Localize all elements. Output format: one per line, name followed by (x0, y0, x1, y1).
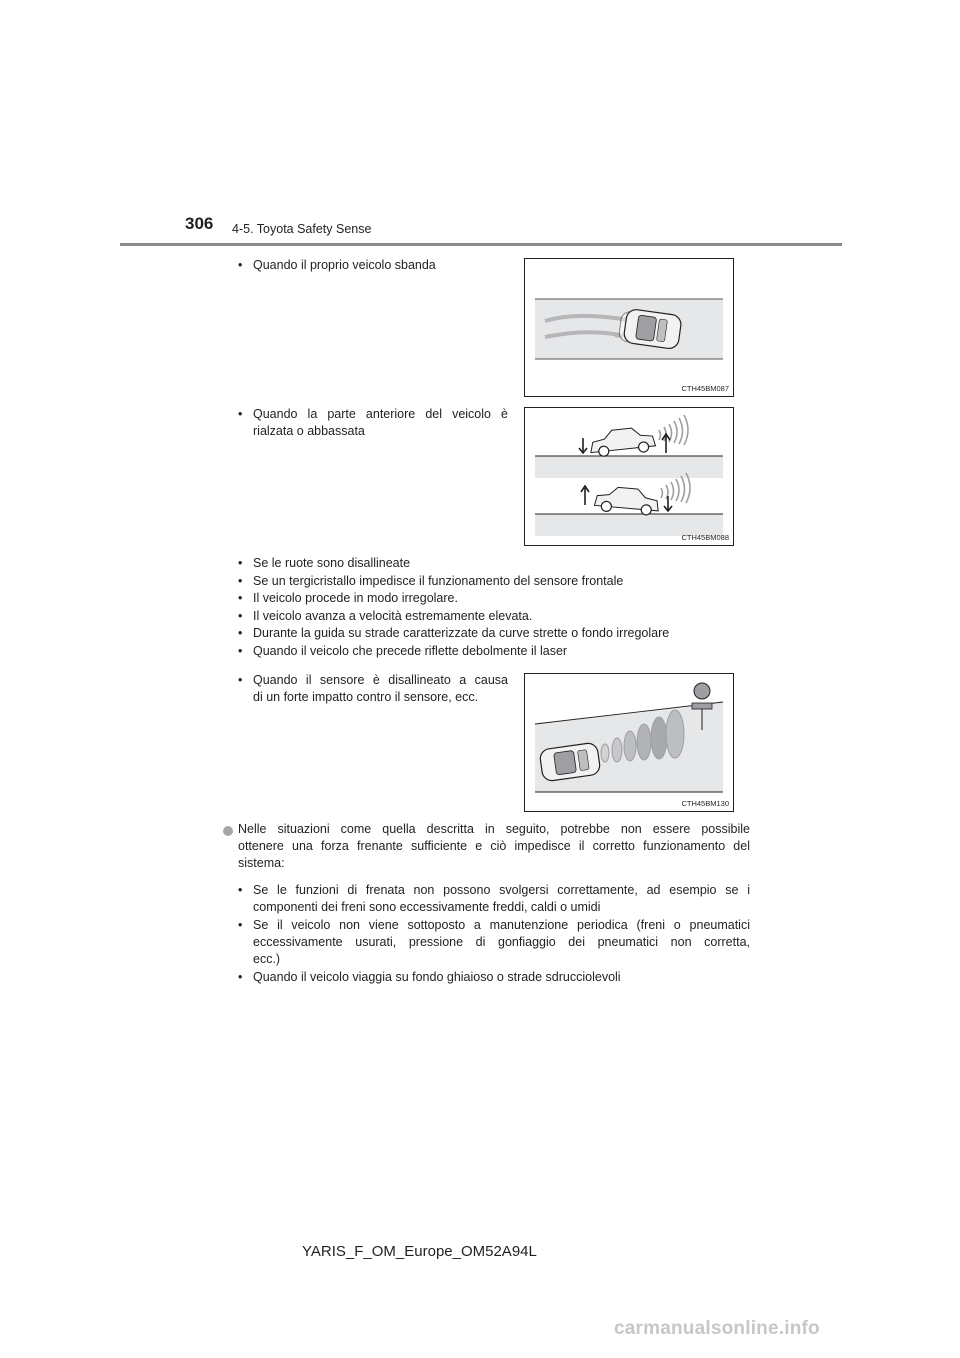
bullet-text: Il veicolo avanza a velocità estremamente elevata. (253, 608, 533, 623)
figure-skidding-vehicle (524, 258, 734, 397)
bullet-text-line: ecc.) (253, 952, 281, 966)
bullet-dot: • (238, 591, 243, 605)
misaligned-sensor-illustration (525, 674, 733, 811)
list-item (238, 625, 758, 643)
bullet-dot: • (238, 258, 243, 272)
intro-line: Nelle situazioni come quella descritta in seguito, potrebbe non essere possibile (238, 822, 750, 836)
bullet-text-line: Se il veicolo non viene sottoposto a manutenzione periodica (freni o pneumatici (253, 918, 750, 932)
list-item (238, 573, 758, 591)
bullet-text: Se le ruote sono disallineate (253, 556, 411, 570)
figure-code: CTH45BM088 (681, 533, 729, 542)
bullet-dot: • (238, 626, 243, 640)
intro-line: ottenere una forza frenante sufficiente e ciò impedisce il corretto funzionamento del (238, 839, 750, 853)
bullet-text: Il veicolo procede in modo irregolare. (253, 591, 458, 605)
bullet-text-line: eccessivamente usurati, pressione di gonfiaggio dei pneumatici non corretta, (253, 935, 750, 949)
bullet-dot: • (238, 918, 243, 932)
list-item (238, 643, 758, 661)
braking-bullet-2 (238, 917, 750, 968)
figure-code: CTH45BM130 (681, 799, 729, 808)
road-sign-icon (694, 683, 710, 699)
bullet-text: Quando il proprio veicolo sbanda (253, 258, 436, 272)
section-circle-bullet-icon (223, 826, 233, 836)
arrow-up-icon (662, 434, 670, 453)
list-item (238, 608, 758, 626)
watermark: carmanualsonline.info (614, 1318, 820, 1339)
bullet-raised-front (238, 406, 508, 440)
braking-bullet-3 (238, 969, 750, 986)
bullet-dot: • (238, 673, 243, 687)
bullet-text-line: di un forte impatto contro il sensore, ecc. (253, 690, 479, 704)
bullet-text: Quando il veicolo viaggia su fondo ghiaioso o strade sdrucciolevoli (253, 970, 621, 984)
car-side-view-icon (589, 426, 656, 458)
bullet-dot: • (238, 643, 243, 658)
tilted-vehicle-illustration (525, 408, 733, 545)
document-footer: YARIS_F_OM_Europe_OM52A94L (302, 1243, 537, 1260)
bullet-text-line: rialzata o abbassata (253, 424, 365, 438)
arrow-up-icon (581, 486, 589, 505)
arrow-down-icon (579, 438, 587, 453)
intro-line: sistema: (238, 856, 285, 870)
bullet-text (253, 882, 750, 916)
bullet-text: Quando il veicolo che precede riflette debolmente il laser (253, 643, 568, 658)
header-rule (120, 243, 842, 246)
bullet-text (253, 917, 750, 968)
list-item (238, 555, 758, 573)
page-number: 306 (185, 214, 214, 233)
bullet-text-line: Se le funzioni di frenata non possono svolgersi correttamente, ad esempio se i (253, 883, 750, 897)
arrow-down-icon (664, 496, 672, 511)
road-surface (535, 456, 723, 478)
bullet-text: Durante la guida su strade caratterizzate da curve strette o fondo irregolare (253, 626, 670, 640)
bullet-text-line: Quando la parte anteriore del veicolo è (253, 407, 508, 421)
bullet-text-line: Quando il sensore è disallineato a causa (253, 673, 508, 687)
section-title: 4-5. Toyota Safety Sense (232, 222, 372, 236)
braking-intro (238, 821, 750, 872)
braking-bullet-1 (238, 882, 750, 916)
bullet-skid (238, 257, 508, 274)
bullet-dot: • (238, 573, 243, 588)
figure-tilted-vehicle (524, 407, 734, 546)
bullet-misaligned-sensor (238, 672, 508, 706)
bullet-text: Se un tergicristallo impedisce il funzionamento del sensore frontale (253, 573, 624, 588)
bullet-dot: • (238, 970, 243, 984)
list-item (238, 590, 758, 608)
bullet-text-line: componenti dei freni sono eccessivamente freddi, caldi o umidi (253, 900, 601, 914)
figure-misaligned-sensor (524, 673, 734, 812)
bullet-text (253, 672, 508, 706)
laser-wave-icon (659, 415, 688, 445)
bullet-text (253, 406, 508, 440)
bullet-dot: • (238, 556, 243, 570)
road-sign-plate (692, 703, 712, 709)
car-side-view-icon (594, 485, 660, 515)
bullet-list (238, 555, 758, 660)
skidding-vehicle-illustration (525, 259, 733, 396)
figure-code: CTH45BM087 (681, 384, 729, 393)
bullet-dot: • (238, 608, 243, 623)
bullet-dot: • (238, 883, 243, 897)
bullet-dot: • (238, 407, 243, 421)
